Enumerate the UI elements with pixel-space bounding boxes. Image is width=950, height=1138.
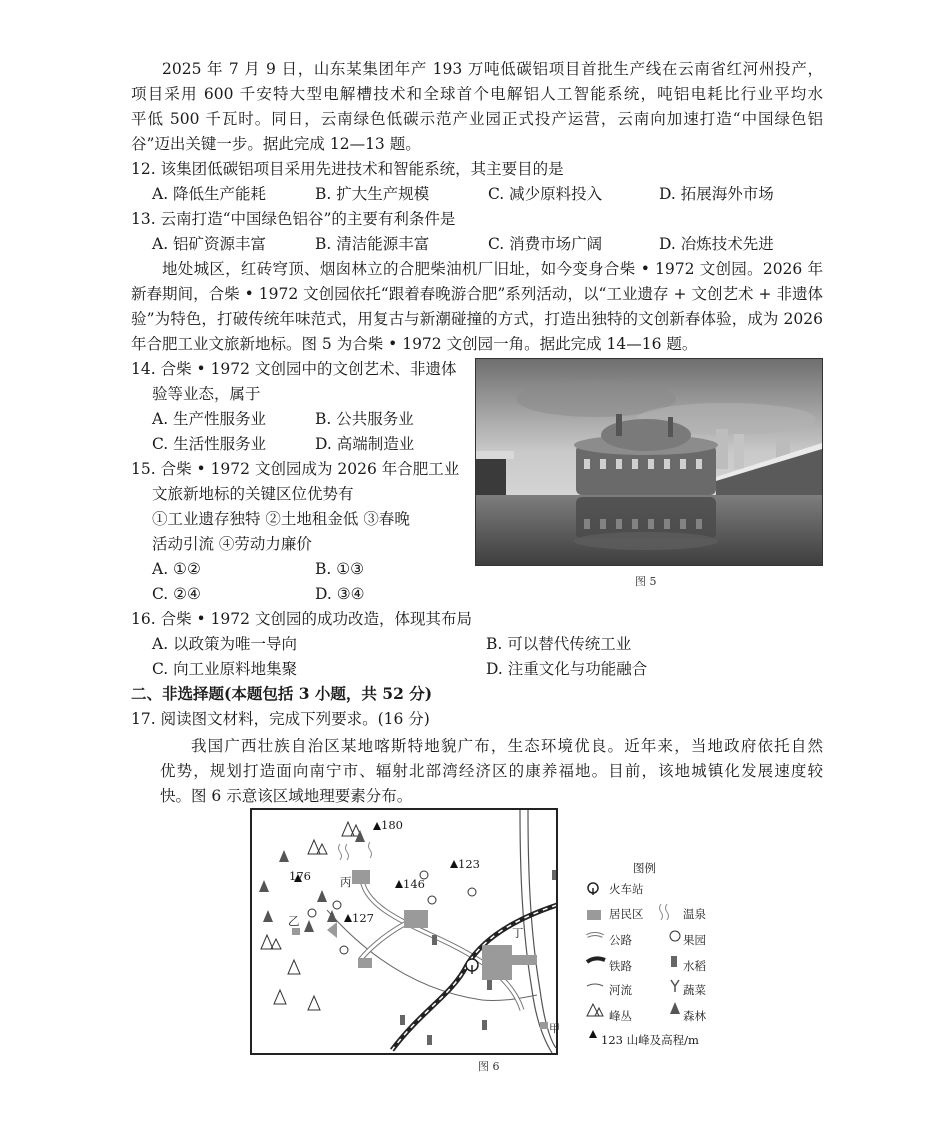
legend-peak-cluster: 峰丛 [609,1009,632,1023]
q14-option-a: A. 生产性服务业 [152,410,267,428]
q12-stem: 12. 该集团低碳铝项目采用先进技术和智能系统，其主要目的是 [131,160,564,178]
map-place-label: 甲 [549,1022,560,1035]
passage2-line-4: 年合肥工业文旅新地标。图 5 为合柴 • 1972 文创园一角。据此完成 14—16 题。 [131,335,698,353]
passage2-line-2: 新春期间，合柴 • 1972 文创园依托“跟着春晚游合肥”系列活动，以“工业遗存 + 文创艺术 + 非遗体 [131,285,823,303]
map-peak-label: 180 [381,818,403,832]
figure-6-map [250,808,558,1055]
map-peak-label: 127 [352,911,374,925]
legend-symbols [585,880,735,1050]
q12-option-c: C. 减少原料投入 [488,185,603,203]
passage1-line-2: 项目采用 600 千安特大型电解槽技术和全球首个电解铝人工智能系统，吨铝电耗比行业平均水 [131,85,823,103]
passage2-line-3: 验”为特色，打破传统年味范式，用复古与新潮碰撞的方式，打造出独特的文创新春体验，成为 2026 [131,310,823,328]
legend-peak-elevation: 123 山峰及高程/m [601,1033,699,1047]
q16-option-d: D. 注重文化与功能融合 [486,660,648,678]
map-peak-label: 146 [403,877,425,891]
q15-stem-line-1: 15. 合柴 • 1972 文创园成为 2026 年合肥工业 [131,460,460,478]
q16-option-c: C. 向工业原料地集聚 [152,660,298,678]
q13-option-a: A. 铝矿资源丰富 [152,235,267,253]
q12-option-b: B. 扩大生产规模 [315,185,430,203]
q14-option-b: B. 公共服务业 [315,410,414,428]
q13-option-c: C. 消费市场广阔 [488,235,603,253]
q16-option-b: B. 可以替代传统工业 [486,635,632,653]
section-2-heading: 二、非选择题(本题包括 3 小题，共 52 分) [131,684,433,703]
q14-option-c: C. 生活性服务业 [152,435,267,453]
q15-stem-line-4: 活动引流 ④劳动力廉价 [152,535,312,553]
figure-5-photo [475,358,823,566]
map-place-label: 丙 [340,875,352,889]
legend-hotspring: 温泉 [683,907,706,921]
figure-6-caption: 图 6 [478,1060,500,1073]
map-place-label: 丁 [512,926,524,940]
legend-railway: 铁路 [609,959,632,973]
legend-orchard: 果园 [683,933,706,947]
legend-road: 公路 [609,933,632,947]
passage1-line-1: 2025 年 7 月 9 日，山东某集团年产 193 万吨低碳铝项目首批生产线在云南省红河州投产， [162,60,823,78]
q13-stem: 13. 云南打造“中国绿色铝谷”的主要有利条件是 [131,210,456,228]
map-peak-label: 123 [458,857,480,871]
q14-stem-line-2: 验等业态，属于 [152,385,261,403]
legend-title: 图例 [633,861,656,875]
legend-residential: 居民区 [609,907,644,921]
map-peak-label: 176 [289,869,311,883]
q12-option-d: D. 拓展海外市场 [659,185,774,203]
q17-line-1: 我国广西壮族自治区某地喀斯特地貌广布，生态环境优良。近年来，当地政府依托自然 [191,737,823,755]
map-drawing [252,810,556,1053]
legend-rice: 水稻 [683,959,706,973]
q15-stem-line-2: 文旅新地标的关键区位优势有 [152,485,354,503]
q15-option-a: A. ①② [152,560,201,578]
q16-option-a: A. 以政策为唯一导向 [152,635,298,653]
q16-stem: 16. 合柴 • 1972 文创园的成功改造，体现其布局 [131,610,472,628]
q15-option-b: B. ①③ [315,560,365,578]
q12-option-a: A. 降低生产能耗 [152,185,267,203]
q14-option-d: D. 高端制造业 [315,435,415,453]
passage1-line-4: 谷”迈出关键一步。据此完成 12—13 题。 [131,135,421,153]
q17-line-3: 快。图 6 示意该区域地理要素分布。 [160,787,413,805]
passage2-line-1: 地处城区，红砖穹顶、烟囱林立的合肥柴油机厂旧址，如今变身合柴 • 1972 文创园。2026 年 [162,260,823,278]
q15-stem-line-3: ①工业遗存独特 ②土地租金低 ③春晚 [152,510,410,528]
legend-forest: 森林 [683,1009,706,1023]
legend-river: 河流 [609,983,632,997]
legend-vegetable: 蔬菜 [683,983,706,997]
legend-station: 火车站 [609,882,644,896]
q17-line-2: 优势，规划打造面向南宁市、辐射北部湾经济区的康养福地。目前，该地城镇化发展速度较 [160,762,823,780]
figure-5-caption: 图 5 [635,575,657,588]
passage1-line-3: 平低 500 千瓦时。同日，云南绿色低碳示范产业园正式投产运营，云南向加速打造“中国绿色铝 [131,110,823,128]
q15-option-c: C. ②④ [152,585,201,603]
q15-option-d: D. ③④ [315,585,365,603]
map-place-label: 乙 [288,914,300,928]
q13-option-d: D. 冶炼技术先进 [659,235,774,253]
q14-stem-line-1: 14. 合柴 • 1972 文创园中的文创艺术、非遗体 [131,360,457,378]
q13-option-b: B. 清洁能源丰富 [315,235,430,253]
q17-stem: 17. 阅读图文材料，完成下列要求。(16 分) [131,710,430,728]
